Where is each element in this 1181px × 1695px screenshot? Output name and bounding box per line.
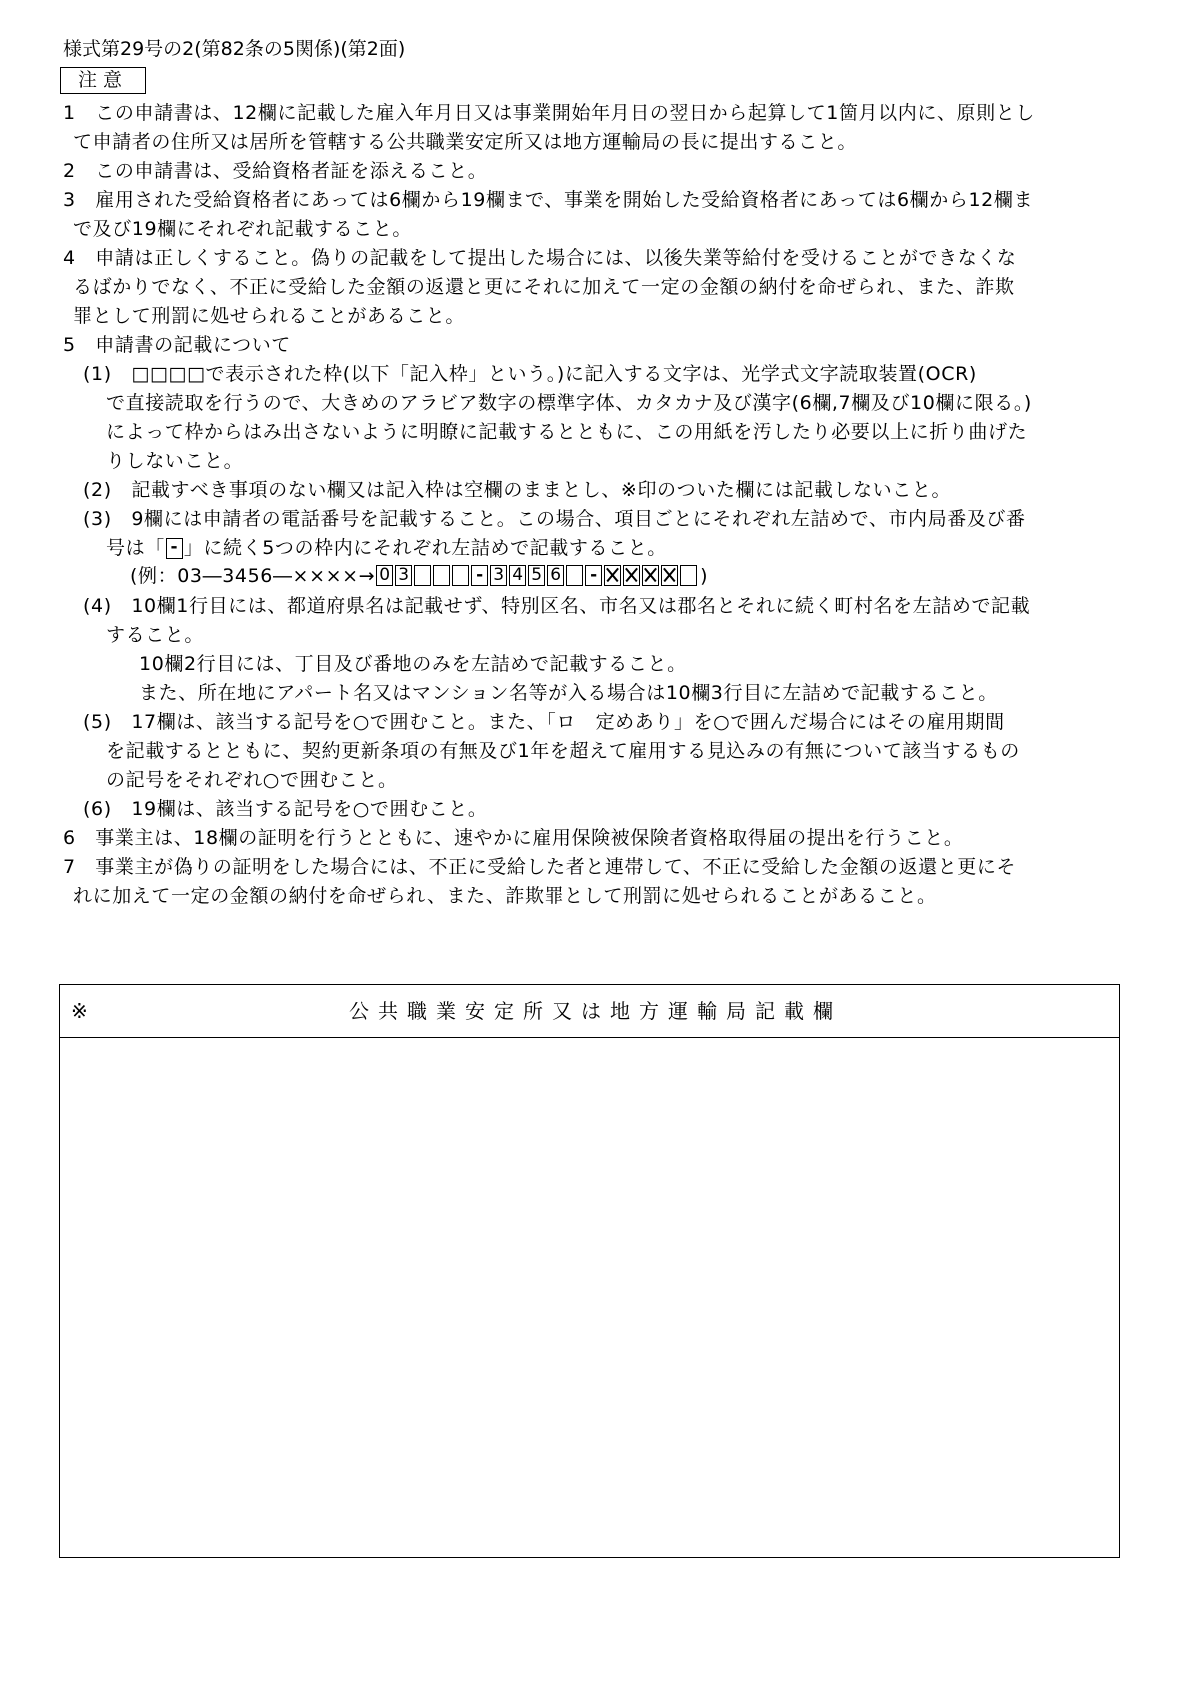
example-box xyxy=(604,565,621,586)
example-box: - xyxy=(471,565,488,586)
item-5-2: (2) 記載すべき事項のない欄又は記入枠は空欄のままとし、※印のついた欄には記載しないこと。 xyxy=(83,479,952,501)
item-5-1-line-1: (1) □□□□で表示された枠(以下「記入枠」という。)に記入する文字は、光学式文字読取装置(OCR) xyxy=(83,363,977,385)
example-box: - xyxy=(585,565,602,586)
item-1-line-1: 1 この申請書は、12欄に記載した雇入年月日又は事業開始年月日の翌日から起算して1箇月以内に、原則とし xyxy=(63,102,1035,124)
office-mark: ※ xyxy=(71,999,88,1023)
item-7-line-1: 7 事業主が偽りの証明をした場合には、不正に受給した者と連帯して、不正に受給した金額の返還と更にそ xyxy=(63,856,1017,878)
item-3-line-1: 3 雇用された受給資格者にあっては6欄から19欄まで、事業を開始した受給資格者にあっては6欄から12欄ま xyxy=(63,189,1034,211)
item-5: 5 申請書の記載について xyxy=(63,334,291,356)
item-5-3-line-2-end: 」に続く5つの枠内にそれぞれ左詰めで記載すること。 xyxy=(183,537,667,559)
example-box xyxy=(414,565,431,586)
item-5-1-line-2: で直接読取を行うので、大きめのアラビア数字の標準字体、カタカナ及び漢字(6欄,7欄及び10欄に限る。) xyxy=(106,392,1032,414)
item-5-5-line-2: を記載するとともに、契約更新条項の有無及び1年を超えて雇用する見込みの有無について該当するもの xyxy=(106,740,1020,762)
item-5-3-line-1: (3) 9欄には申請者の電話番号を記載すること。この場合、項目ごとにそれぞれ左詰めで、市内局番及び番 xyxy=(83,508,1026,530)
example-box xyxy=(433,565,450,586)
phone-example xyxy=(130,560,708,590)
item-4-line-2: るばかりでなく、不正に受給した金額の返還と更にそれに加えて一定の金額の納付を命ぜられ、また、詐欺 xyxy=(73,276,1015,298)
example-box: 5 xyxy=(528,565,545,586)
item-4-line-1: 4 申請は正しくすること。偽りの記載をして提出した場合には、以後失業等給付を受けることができなくな xyxy=(63,247,1017,269)
office-use-area[interactable] xyxy=(60,1038,1119,1557)
item-4-line-3: 罪として刑罰に処せられることがあること。 xyxy=(73,305,466,327)
item-5-6: (6) 19欄は、該当する記号を○で囲むこと。 xyxy=(83,798,488,820)
example-box xyxy=(623,565,640,586)
office-use-title: 公共職業安定所又は地方運輸局記載欄 xyxy=(349,999,842,1023)
office-use-header xyxy=(60,985,1119,1038)
example-suffix: ) xyxy=(700,564,708,587)
office-use-box xyxy=(59,984,1120,1558)
form-number: 様式第29号の2(第82条の5関係)(第2面) xyxy=(63,38,406,60)
item-6: 6 事業主は、18欄の証明を行うとともに、速やかに雇用保険被保険者資格取得届の提出を行うこと。 xyxy=(63,827,964,849)
item-5-5-line-1: (5) 17欄は、該当する記号を○で囲むこと。また、「ロ 定めあり」を○で囲んだ場合にはその雇用期間 xyxy=(83,711,1005,733)
example-prefix: (例：03―3456―××××→ xyxy=(130,564,376,587)
example-box: 0 xyxy=(376,565,393,586)
example-box xyxy=(452,565,469,586)
example-box xyxy=(642,565,659,586)
example-box xyxy=(680,565,697,586)
item-1-line-2: て申請者の住所又は居所を管轄する公共職業安定所又は地方運輸局の長に提出すること。 xyxy=(73,131,858,153)
notice-label: 注意 xyxy=(60,67,146,94)
example-box: 3 xyxy=(395,565,412,586)
dash-box: - xyxy=(166,538,183,559)
item-5-1-line-4: りしないこと。 xyxy=(106,450,244,472)
example-boxes xyxy=(376,565,699,586)
example-box: 4 xyxy=(509,565,526,586)
item-5-3-line-2 xyxy=(106,533,667,563)
item-5-1-line-3: によって枠からはみ出さないように明瞭に記載するとともに、この用紙を汚したり必要以上に折り曲げた xyxy=(106,421,1028,443)
item-5-4-line-2: すること。 xyxy=(106,624,205,646)
item-5-3-line-2-start: 号は「 xyxy=(106,537,165,559)
item-2: 2 この申請書は、受給資格者証を添えること。 xyxy=(63,160,488,182)
example-box xyxy=(661,565,678,586)
item-3-line-2: で及び19欄にそれぞれ記載すること。 xyxy=(73,218,412,240)
example-box xyxy=(566,565,583,586)
item-5-5-line-3: の記号をそれぞれ○で囲むこと。 xyxy=(106,769,398,791)
example-box: 6 xyxy=(547,565,564,586)
item-5-4-line-4: また、所在地にアパート名又はマンション名等が入る場合は10欄3行目に左詰めで記載すること。 xyxy=(139,682,998,704)
item-5-4-line-1: (4) 10欄1行目には、都道府県名は記載せず、特別区名、市名又は郡名とそれに続く町村名を左詰めで記載 xyxy=(83,595,1031,617)
item-5-4-line-3: 10欄2行目には、丁目及び番地のみを左詰めで記載すること。 xyxy=(139,653,687,675)
example-box: 3 xyxy=(490,565,507,586)
item-7-line-2: れに加えて一定の金額の納付を命ぜられ、また、詐欺罪として刑罰に処せられることがあること。 xyxy=(73,885,937,907)
